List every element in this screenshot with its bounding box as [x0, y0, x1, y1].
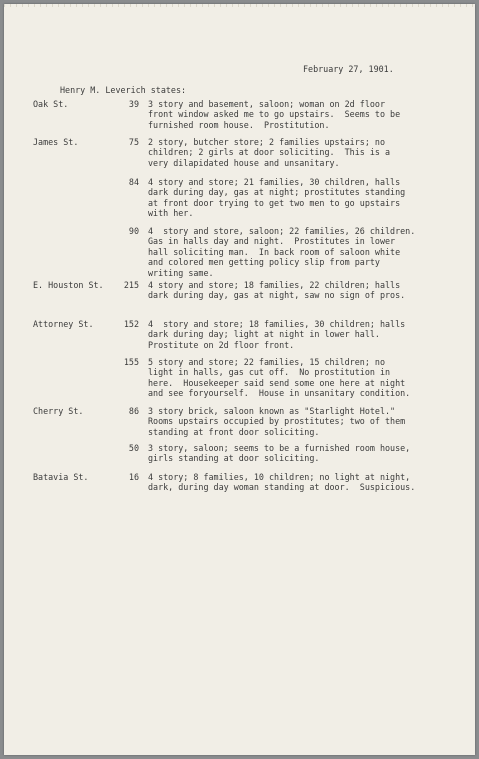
entry-description-line: Rooms upstairs occupied by prostitutes; two of them [148, 416, 406, 427]
entry-description-line: dark during day; light at night in lower hall. [148, 329, 380, 340]
entry-description-line: 3 story and basement, saloon; woman on 2d floor [148, 99, 385, 109]
document-intro: Henry M. Leverich states: [60, 85, 187, 95]
entry-number: 86 [128, 406, 139, 416]
entry-street: James St. [33, 137, 79, 147]
entry-description-line: Gas in halls day and night. Prostitutes in lower [148, 236, 396, 247]
entry-street: Batavia St. [33, 472, 89, 482]
entry-description-line: at front door trying to get two men to go upstairs [148, 197, 401, 208]
entry-description-line: and see foryourself. House in unsanitary condition. [148, 388, 411, 399]
entry-number: 152 [123, 319, 139, 329]
entry-description-line: with her. [148, 208, 194, 219]
entry-description-line: 3 story brick, saloon known as "Starlight Hotel." [148, 406, 396, 416]
entry-number: 155 [123, 357, 139, 367]
entry-description-line: standing at front door soliciting. [148, 426, 320, 437]
entry-description-line: 4 story and store; 21 families, 30 children, halls [148, 177, 401, 187]
entry-description-line: hall soliciting man. In back room of saloon white [148, 246, 401, 257]
entry-description-line: 4 story and store; 18 families, 30 children; halls [148, 319, 406, 329]
entry-description-line: furnished room house. Prostitution. [148, 119, 330, 130]
entry-street: Cherry St. [33, 406, 84, 416]
entry-description-line: writing same. [148, 267, 214, 278]
entry-description-line: 2 story, butcher store; 2 families upstairs; no [148, 137, 385, 147]
entry-street: E. Houston St. [33, 280, 104, 290]
entry-description-line: here. Housekeeper said send some one here at night [148, 377, 406, 388]
page-edge-ruler [4, 4, 475, 7]
entry-number: 75 [128, 137, 139, 147]
entry-number: 16 [128, 472, 139, 482]
entry-description-line: 3 story, saloon; seems to be a furnished room house, [148, 443, 411, 453]
entry-description-line: dark during day, gas at night; prostitutes standing [148, 187, 406, 198]
document-date: February 27, 1901. [303, 64, 394, 74]
entry-number: 39 [128, 99, 139, 109]
entry-description-line: 4 story; 8 families, 10 children; no light at night, [148, 472, 411, 482]
entry-description-line: and colored men getting policy slip from party [148, 257, 380, 268]
entry-description-line: dark during day, gas at night, saw no sign of pros. [148, 290, 406, 301]
entry-description-line: children; 2 girls at door soliciting. This is a [148, 147, 391, 158]
entry-number: 84 [128, 177, 139, 187]
entry-description-line: Prostitute on 2d floor front. [148, 339, 295, 350]
entry-description-line: very dilapidated house and unsanitary. [148, 157, 340, 168]
entry-number: 215 [123, 280, 139, 290]
entry-description-line: dark, during day woman standing at door. Suspicious. [148, 482, 416, 493]
entry-street: Oak St. [33, 99, 69, 109]
entry-description-line: girls standing at door soliciting. [148, 453, 320, 464]
entry-number: 50 [128, 443, 139, 453]
entry-description-line: 4 story and store, saloon; 22 families, 26 children. [148, 226, 416, 236]
entry-description-line: 5 story and store; 22 families, 15 children; no [148, 357, 385, 367]
entry-description-line: light in halls, gas cut off. No prostitution in [148, 367, 391, 378]
entry-number: 90 [128, 226, 139, 236]
entry-street: Attorney St. [33, 319, 94, 329]
entry-description-line: 4 story and store; 18 families, 22 children; halls [148, 280, 401, 290]
entry-description-line: front window asked me to go upstairs. Seems to be [148, 109, 401, 120]
